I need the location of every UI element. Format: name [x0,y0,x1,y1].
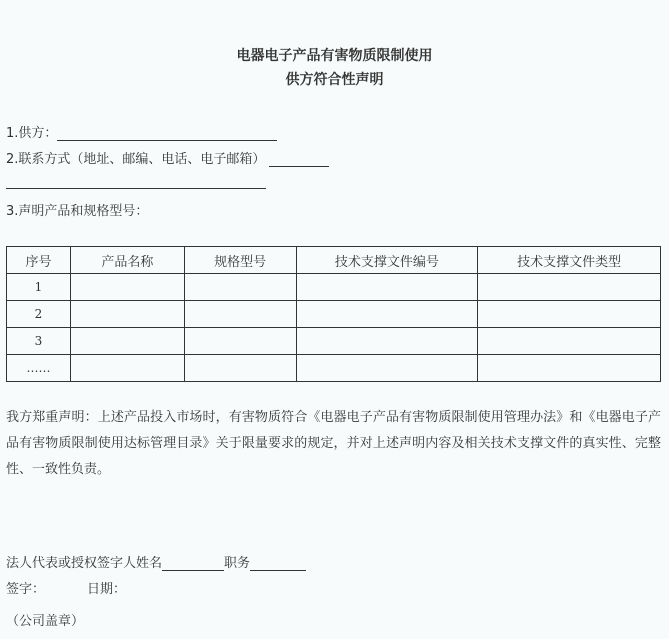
company-seal-label: （公司盖章） [6,614,85,629]
table-cell [296,355,478,382]
document-title: 电器电子产品有害物质限制使用 [236,48,433,64]
contact-blank-2 [6,174,266,189]
header-product-name: 产品名称 [70,247,184,274]
header-model: 规格型号 [184,247,296,274]
sign-date-line [6,578,126,597]
product-table [6,246,661,382]
supplier-label: 1.供方： [6,126,58,141]
row-index: …… [7,355,71,382]
contact-blank [269,152,329,167]
signatory-title-label: 职务 [224,556,251,571]
row-index: 2 [7,301,71,328]
table-cell [184,301,296,328]
table-row [7,274,661,301]
table-header-row [7,247,661,274]
table-cell [184,328,296,355]
table-cell [70,328,184,355]
signatory-title-blank [250,556,306,571]
declaration-text: 我方郑重声明：上述产品投入市场时，有害物质符合《电器电子产品有害物质限制使用管理办法》和《电器电子产品有害物质限制使用达标管理目录》关于限量要求的规定，并对上述声明内容及相关技术支撑文件的真实性、完整性、一致性负责。 [6,410,661,477]
contact-label: 2.联系方式（地址、邮编、电话、电子邮箱） [6,152,266,167]
document-subtitle: 供方符合性声明 [285,72,384,88]
date-label: 日期： [87,582,127,597]
products-label: 3.声明产品和规格型号： [6,204,149,219]
table-cell [478,274,661,301]
table-cell [184,274,296,301]
table-cell [478,328,661,355]
row-index: 3 [7,328,71,355]
contact-blank-line [6,174,266,189]
signatory-name-label: 法人代表或授权签字人姓名 [6,556,163,571]
header-doc-type: 技术支撑文件类型 [478,247,661,274]
table-cell [184,355,296,382]
table-cell [478,301,661,328]
table-row [7,301,661,328]
table-cell [70,301,184,328]
table-row [7,355,661,382]
sign-label: 签字： [6,582,46,597]
table-cell [478,355,661,382]
supplier-field [6,122,277,141]
supplier-blank [57,126,277,141]
table-cell [70,274,184,301]
header-doc-number: 技术支撑文件编号 [296,247,478,274]
header-index: 序号 [7,247,71,274]
contact-field [6,148,329,167]
table-cell [296,274,478,301]
table-row [7,328,661,355]
signatory-name-blank [162,556,224,571]
row-index: 1 [7,274,71,301]
table-cell [296,301,478,328]
table-cell [70,355,184,382]
table-cell [296,328,478,355]
signatory-line [6,552,306,571]
